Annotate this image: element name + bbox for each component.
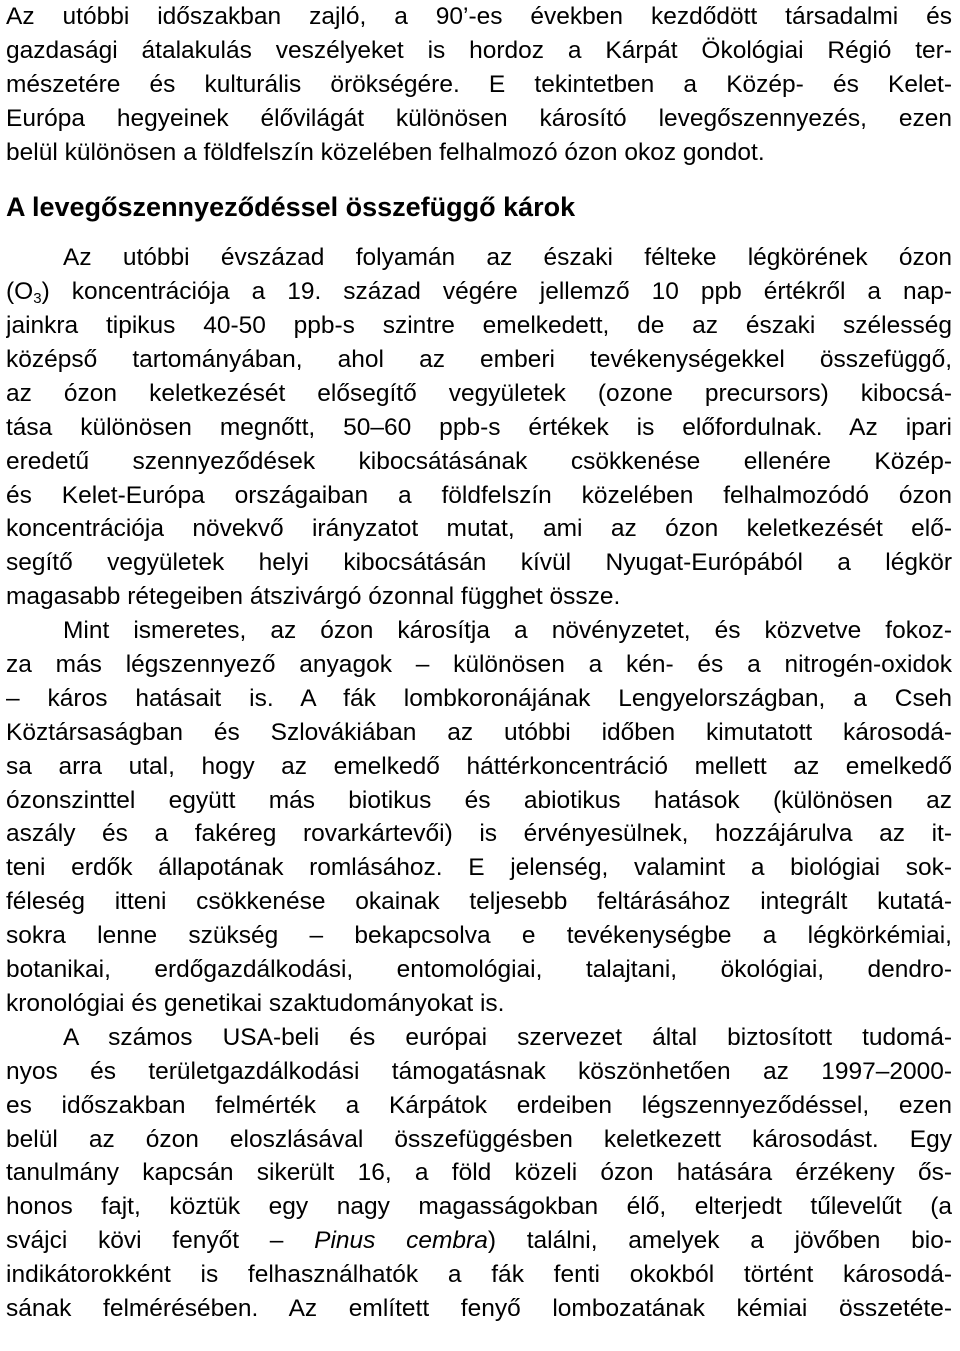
text-line: Európa hegyeinek élővilágát különösen károsító levegőszennyezés, ezen bbox=[6, 104, 952, 132]
text-line: es időszakban felmérték a Kárpátok erdeiben légszennyeződéssel, ezen bbox=[6, 1091, 952, 1119]
text-line: tanulmány kapcsán sikerült 16, a föld közeli ózon hatására érzékeny ős- bbox=[6, 1159, 952, 1187]
text-line: ózonszinttel együtt más biotikus és abiotikus hatások (különösen az bbox=[6, 786, 952, 814]
text-line: kronológiai és genetikai szaktudományokat is. bbox=[6, 989, 505, 1017]
text-line: eredetű szennyeződések kibocsátásának csökkenése ellenére Közép- bbox=[6, 447, 952, 475]
text-fragment: svájci kövi fenyőt – bbox=[6, 1227, 315, 1255]
text-line: gazdasági átalakulás veszélyeket is hordoz a Kárpát Ökológiai Régió ter- bbox=[6, 36, 952, 64]
text-line: és Kelet-Európa országaiban a földfelszín közelében felhalmozódó ózon bbox=[6, 481, 952, 509]
text-line: jainkra tipikus 40-50 ppb-s szintre emelkedett, de az északi szélesség bbox=[6, 312, 952, 340]
text-line: aszály és a fakéreg rovarkártevői) is érvényesülnek, hozzájárulva az it- bbox=[6, 820, 952, 848]
paragraph-ozone-damage bbox=[6, 614, 952, 1021]
text-line: belül az ózon eloszlásával összefüggésben keletkezett károsodást. Egy bbox=[6, 1125, 952, 1153]
text-line: botanikai, erdőgazdálkodási, entomológiai, talajtani, ökológiai, dendro- bbox=[6, 956, 952, 984]
text-line: Az utóbbi évszázad folyamán az északi félteke légkörének ózon bbox=[63, 244, 952, 272]
text-line: – káros hatásait is. A fák lombkoronájának Lengyelországban, a Cseh bbox=[6, 684, 952, 712]
text-line: középső tartományában, ahol az emberi tevékenységekkel összefüggő, bbox=[6, 346, 952, 374]
text-line: sokra lenne szükség – bekapcsolva e tevékenységbe a légkörkémiai, bbox=[6, 922, 952, 950]
text-line: tása különösen megnőtt, 50–60 ppb-s értékek is előfordulnak. Az ipari bbox=[6, 413, 952, 441]
paragraph-ozone-concentration bbox=[6, 241, 952, 614]
text-line: belül különösen a földfelszín közelében felhalmozó ózon okoz gondot. bbox=[6, 138, 765, 166]
text-fragment: ) találni, amelyek a jövőben bio- bbox=[487, 1227, 952, 1255]
text-line: koncentrációja növekvő irányzatot mutat, ami az ózon keletkezését elő- bbox=[6, 515, 952, 543]
text-line: Mint ismeretes, az ózon károsítja a növényzetet, és közvetve fokoz- bbox=[63, 617, 952, 645]
text-line: az ózon keletkezését elősegítő vegyületek (ozone precursors) kibocsá- bbox=[6, 379, 952, 407]
text-line: sának felmérésében. Az említett fenyő lombozatának kémiai összetéte- bbox=[6, 1294, 952, 1322]
text-line: féleség itteni csökkenése okainak teljesebb feltárásához integrált kutatá- bbox=[6, 888, 952, 916]
text-fragment: (O bbox=[6, 278, 34, 306]
text-line bbox=[6, 275, 952, 309]
text-line: teni erdők állapotának romlásához. E jelenség, valamint a biológiai sok- bbox=[6, 854, 952, 882]
text-line: indikátorokként is felhasználhatók a fák fenti okokból történt károsodá- bbox=[6, 1261, 952, 1289]
text-line: nyos és területgazdálkodási támogatásnak köszönhetően az 1997–2000- bbox=[6, 1057, 952, 1085]
text-line: mészetére és kulturális örökségére. E tekintetben a Közép- és Kelet- bbox=[6, 70, 952, 98]
section-heading: A levegőszennyeződéssel összefüggő károk bbox=[6, 192, 576, 223]
species-name-italic: Pinus cembra bbox=[314, 1227, 488, 1255]
paragraph-survey bbox=[6, 1021, 952, 1326]
text-line: sa arra utal, hogy az emelkedő háttérkoncentráció mellett az emelkedő bbox=[6, 752, 952, 780]
text-line: Az utóbbi időszakban zajló, a 90’-es években kezdődött társadalmi és bbox=[6, 3, 952, 30]
text-line: segítő vegyületek helyi kibocsátásán kívül Nyugat-Európából a légkör bbox=[6, 549, 952, 577]
text-line: za más légszennyező anyagok – különösen a kén- és a nitrogén-oxidok bbox=[6, 651, 952, 679]
text-line bbox=[6, 1224, 952, 1258]
text-line: magasabb rétegeiben átszivárgó ózonnal függhet össze. bbox=[6, 583, 621, 611]
text-line: honos fajt, köztük egy nagy magasságokban élő, elterjedt tűlevelűt (a bbox=[6, 1193, 952, 1221]
paragraph-intro bbox=[6, 0, 952, 169]
text-line: Köztársaságban és Szlovákiában az utóbbi időben kimutatott károsodá- bbox=[6, 718, 952, 746]
subscript-three: 3 bbox=[33, 290, 42, 308]
text-line: A számos USA-beli és európai szervezet által biztosított tudomá- bbox=[63, 1023, 952, 1051]
text-fragment: ) koncentrációja a 19. század végére jellemző 10 ppb értékről a nap- bbox=[41, 278, 952, 306]
